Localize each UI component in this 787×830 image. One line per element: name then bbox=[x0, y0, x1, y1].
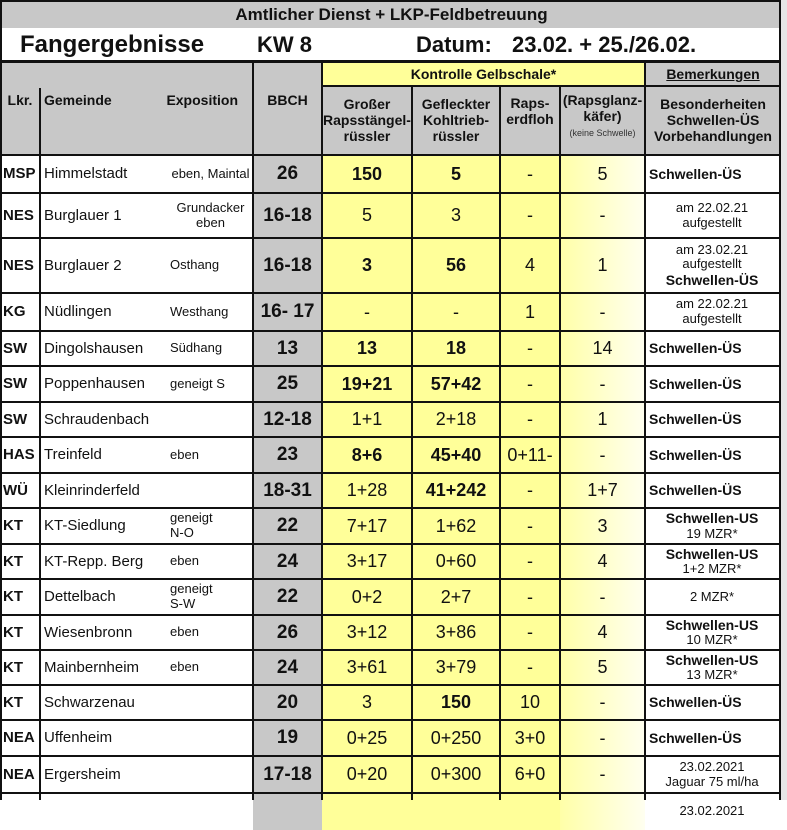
cell-bem bbox=[645, 544, 779, 579]
col-header-bem-sub bbox=[645, 86, 781, 154]
cell-g4: - bbox=[560, 720, 645, 756]
col-header-bbch: BBCH bbox=[267, 91, 308, 108]
row-divider bbox=[0, 292, 781, 294]
cell-g2: 0+300 bbox=[412, 756, 500, 793]
cell-g2: 18 bbox=[412, 331, 500, 366]
cell-exp bbox=[168, 238, 253, 293]
cell-gemeinde: Treinfeld bbox=[44, 446, 102, 464]
cell-gemeinde: Dettelbach bbox=[44, 588, 116, 606]
row-divider bbox=[0, 330, 781, 332]
cell-bbch: 26 bbox=[253, 155, 322, 193]
header-divider bbox=[645, 85, 781, 87]
cell-exp bbox=[168, 402, 253, 437]
cell-exp bbox=[168, 293, 253, 331]
cell-bem bbox=[645, 508, 779, 544]
cell-g4: 1 bbox=[560, 238, 645, 293]
cell-g2: 3+79 bbox=[412, 650, 500, 685]
remark-line: am 23.02.21 bbox=[675, 241, 749, 257]
cell-bbch: 16- 17 bbox=[253, 293, 322, 331]
cell-bbch: 22 bbox=[253, 579, 322, 615]
remark-line: Jaguar 75 ml/ha bbox=[665, 773, 759, 789]
remark-line: Schwellen-ÜS bbox=[665, 272, 759, 289]
header-line: Rapsstängel- bbox=[323, 111, 411, 128]
cell-g3: 10 bbox=[500, 685, 560, 720]
cell-gemeinde bbox=[40, 793, 168, 830]
exposition-line: N-O bbox=[170, 525, 194, 540]
column-divider bbox=[499, 86, 501, 800]
cell-bbch: 23 bbox=[253, 437, 322, 473]
cell-g1: 1+28 bbox=[322, 473, 412, 508]
header-line: Vorbehandlungen bbox=[654, 128, 772, 145]
row-divider bbox=[0, 192, 781, 194]
exposition-line: Osthang bbox=[170, 257, 220, 273]
remark-line: Schwellen-ÜS bbox=[649, 694, 742, 711]
cell-bem bbox=[645, 366, 779, 402]
cell-gemeinde: KT-Siedlung bbox=[44, 517, 126, 535]
remark-line: 1+2 MZR* bbox=[682, 561, 742, 577]
cell-bbch: 16-18 bbox=[253, 193, 322, 238]
cell-g3: 3+0 bbox=[500, 720, 560, 756]
title-text: Amtlicher Dienst + LKP-Feldbetreuung bbox=[235, 5, 548, 24]
cell-g3: - bbox=[500, 155, 560, 193]
row-divider bbox=[0, 365, 781, 367]
cell-lkr: KG bbox=[3, 303, 26, 321]
cell-g3: - bbox=[500, 473, 560, 508]
column-divider bbox=[644, 62, 646, 800]
cell-g2: 2+18 bbox=[412, 402, 500, 437]
remark-line: Schwellen-US bbox=[665, 510, 759, 527]
cell-bbch: 19 bbox=[253, 720, 322, 756]
remark-line: 23.02.2021 bbox=[679, 758, 745, 774]
cell-g1: 0+2 bbox=[322, 579, 412, 615]
cell-g3 bbox=[500, 793, 560, 830]
cell-g1: 3+17 bbox=[322, 544, 412, 579]
remark-line: Schwellen-ÜS bbox=[649, 340, 742, 357]
row-divider bbox=[0, 436, 781, 438]
cell-lkr bbox=[0, 793, 40, 830]
row-divider bbox=[0, 472, 781, 474]
col-header-gefleckter bbox=[412, 86, 500, 154]
cell-bem bbox=[645, 238, 779, 293]
header-line: Großer bbox=[343, 95, 391, 112]
exposition-line: eben, Maintal bbox=[171, 165, 250, 181]
cell-bem bbox=[645, 720, 779, 756]
header-line: Raps- bbox=[510, 94, 550, 111]
cell-gemeinde: Burglauer 1 bbox=[44, 206, 122, 224]
column-divider bbox=[252, 62, 254, 800]
cell-exp bbox=[168, 437, 253, 473]
cell-g3: - bbox=[500, 579, 560, 615]
header-divider bbox=[322, 85, 645, 87]
cell-bem bbox=[645, 402, 779, 437]
cell-bem bbox=[645, 437, 779, 473]
cell-bem bbox=[645, 650, 779, 685]
cell-g1 bbox=[322, 793, 412, 830]
cell-gemeinde: Dingolshausen bbox=[44, 339, 144, 357]
column-divider bbox=[0, 62, 2, 800]
cell-g4: 4 bbox=[560, 544, 645, 579]
row-divider bbox=[0, 237, 781, 239]
cell-exp bbox=[168, 155, 253, 193]
cell-g4: - bbox=[560, 756, 645, 793]
cell-exp bbox=[168, 544, 253, 579]
row-divider bbox=[0, 401, 781, 403]
cell-g3: - bbox=[500, 366, 560, 402]
cell-gemeinde: Uffenheim bbox=[44, 729, 113, 747]
cell-g2: 5 bbox=[412, 155, 500, 193]
col-header-rapsglanzkaefer bbox=[560, 86, 645, 154]
cell-lkr: NEA bbox=[3, 765, 35, 783]
cell-bem bbox=[645, 793, 779, 830]
remark-line: 13 MZR* bbox=[686, 667, 738, 683]
exposition-line: Westhang bbox=[170, 303, 229, 319]
remark-line: aufgestellt bbox=[682, 214, 742, 230]
cell-lkr: WÜ bbox=[3, 481, 28, 499]
cell-lkr: HAS bbox=[3, 446, 35, 464]
cell-g3: 6+0 bbox=[500, 756, 560, 793]
remark-line: 23.02.2021 bbox=[679, 803, 745, 819]
col-header-lkr: Lkr. bbox=[7, 91, 33, 108]
cell-g1: 3+61 bbox=[322, 650, 412, 685]
cell-exp bbox=[168, 473, 253, 508]
remark-line: Schwellen-ÜS bbox=[649, 446, 742, 463]
cell-g3: 0+11- bbox=[500, 437, 560, 473]
cell-g4: 4 bbox=[560, 615, 645, 650]
row-divider bbox=[0, 755, 781, 757]
header-line: Kohltrieb- bbox=[422, 111, 490, 128]
exposition-line: geneigt bbox=[170, 510, 213, 526]
cell-gemeinde: KT-Repp. Berg bbox=[44, 552, 144, 570]
remark-line: Schwellen-ÜS bbox=[649, 375, 742, 392]
remark-line: Schwellen-US bbox=[665, 616, 759, 633]
cell-g2: 3 bbox=[412, 193, 500, 238]
col-header-rapserdfloh bbox=[500, 86, 560, 136]
cell-g2: 0+60 bbox=[412, 544, 500, 579]
exposition-line: eben bbox=[170, 446, 199, 462]
cell-g1: 7+17 bbox=[322, 508, 412, 544]
cell-g2: 41+242 bbox=[412, 473, 500, 508]
remark-line: am 22.02.21 bbox=[675, 199, 749, 215]
exposition-line: eben bbox=[196, 214, 225, 230]
row-divider bbox=[0, 792, 781, 794]
exposition-line: Grundacker bbox=[176, 199, 245, 215]
row-divider bbox=[0, 154, 781, 156]
cell-bbch: 24 bbox=[253, 650, 322, 685]
cell-g1: 5 bbox=[322, 193, 412, 238]
cell-gemeinde: Wiesenbronn bbox=[44, 623, 133, 641]
cell-g1: 3 bbox=[322, 685, 412, 720]
cell-g1: 8+6 bbox=[322, 437, 412, 473]
remark-line: am 22.02.21 bbox=[675, 296, 749, 312]
cell-lkr: SW bbox=[3, 410, 28, 428]
column-divider bbox=[321, 62, 323, 800]
cell-g2: 1+62 bbox=[412, 508, 500, 544]
col-header-exposition: Exposition bbox=[166, 91, 238, 108]
cell-bbch: 26 bbox=[253, 615, 322, 650]
row-divider bbox=[0, 684, 781, 686]
cell-g4: - bbox=[560, 193, 645, 238]
column-divider bbox=[559, 86, 561, 800]
header-line: käfer) bbox=[583, 108, 622, 125]
cell-g2: 150 bbox=[412, 685, 500, 720]
cell-gemeinde: Schraudenbach bbox=[44, 410, 150, 428]
remark-line: Schwellen-ÜS bbox=[649, 482, 742, 499]
cell-bbch: 16-18 bbox=[253, 238, 322, 293]
cell-g1: 13 bbox=[322, 331, 412, 366]
exposition-line: eben bbox=[170, 624, 199, 640]
cell-g3: 1 bbox=[500, 293, 560, 331]
cell-bem bbox=[645, 685, 779, 720]
cell-g1: 0+20 bbox=[322, 756, 412, 793]
page-edge bbox=[781, 0, 787, 800]
cell-exp bbox=[168, 508, 253, 544]
header-line: rüssler bbox=[343, 128, 391, 145]
col-header-bemerkungen: Bemerkungen bbox=[666, 65, 760, 82]
exposition-line: eben bbox=[170, 553, 199, 569]
remark-line: Schwellen-ÜS bbox=[649, 411, 742, 428]
remark-line: aufgestellt bbox=[682, 311, 742, 326]
heading: Fangergebnisse bbox=[20, 31, 205, 58]
cell-g4: 14 bbox=[560, 331, 645, 366]
header-line: Besonderheiten bbox=[660, 95, 766, 112]
cell-lkr: KT bbox=[3, 658, 23, 676]
cell-g3: - bbox=[500, 508, 560, 544]
cell-bbch: 25 bbox=[253, 366, 322, 402]
cell-g1: 19+21 bbox=[322, 366, 412, 402]
cell-exp bbox=[168, 650, 253, 685]
cell-g1: 3 bbox=[322, 238, 412, 293]
cell-lkr: SW bbox=[3, 339, 28, 357]
sheet-title bbox=[0, 0, 783, 30]
cell-exp bbox=[168, 331, 253, 366]
remark-line: aufgestellt bbox=[682, 256, 742, 272]
row-divider bbox=[0, 507, 781, 509]
row-divider bbox=[0, 543, 781, 545]
cell-lkr: KT bbox=[3, 623, 23, 641]
cell-g2: 0+250 bbox=[412, 720, 500, 756]
cell-g1: 1+1 bbox=[322, 402, 412, 437]
group-header-kontrolle: Kontrolle Gelbschale* bbox=[410, 65, 557, 82]
header-line: rüssler bbox=[432, 128, 480, 145]
cell-g3: - bbox=[500, 402, 560, 437]
col-header-gemeinde: Gemeinde bbox=[44, 91, 112, 108]
cell-gemeinde: Burglauer 2 bbox=[44, 256, 122, 274]
cell-lkr: KT bbox=[3, 552, 23, 570]
remark-line: Schwellen-ÜS bbox=[649, 729, 742, 746]
cell-g1: - bbox=[322, 293, 412, 331]
header-divider bbox=[0, 61, 781, 63]
cell-g2: 45+40 bbox=[412, 437, 500, 473]
cell-lkr: NES bbox=[3, 206, 34, 224]
cell-g4: - bbox=[560, 293, 645, 331]
cell-g2: 2+7 bbox=[412, 579, 500, 615]
cell-g4: 1 bbox=[560, 402, 645, 437]
cell-lkr: SW bbox=[3, 375, 28, 393]
cell-bbch: 24 bbox=[253, 544, 322, 579]
row-divider bbox=[0, 578, 781, 580]
cell-exp bbox=[168, 720, 253, 756]
cell-bbch: 13 bbox=[253, 331, 322, 366]
subtitle-bar bbox=[0, 28, 783, 62]
cell-g3: 4 bbox=[500, 238, 560, 293]
row-divider bbox=[0, 649, 781, 651]
exposition-line: geneigt S bbox=[170, 375, 225, 391]
cell-bem bbox=[645, 473, 779, 508]
date-value: 23.02. + 25./26.02. bbox=[512, 32, 697, 57]
cell-g4: 5 bbox=[560, 650, 645, 685]
cell-exp bbox=[168, 193, 253, 238]
exposition-line: geneigt bbox=[170, 581, 213, 597]
cell-bem bbox=[645, 193, 779, 238]
cell-gemeinde: Schwarzenau bbox=[44, 693, 135, 711]
cell-g3: - bbox=[500, 650, 560, 685]
cell-g1: 3+12 bbox=[322, 615, 412, 650]
exposition-line: eben bbox=[170, 659, 199, 675]
cell-exp bbox=[168, 685, 253, 720]
cell-lkr: KT bbox=[3, 693, 23, 711]
cell-exp bbox=[168, 579, 253, 615]
cell-g2: 57+42 bbox=[412, 366, 500, 402]
cell-gemeinde: Ergersheim bbox=[44, 765, 121, 783]
cell-bbch bbox=[253, 793, 322, 830]
cell-g4: - bbox=[560, 366, 645, 402]
cell-bbch: 22 bbox=[253, 508, 322, 544]
rapsglanz-note: (keine Schwelle) bbox=[569, 128, 636, 139]
cell-g4 bbox=[560, 793, 645, 830]
column-divider bbox=[411, 86, 413, 800]
week-label: KW 8 bbox=[257, 32, 312, 57]
cell-g3: - bbox=[500, 331, 560, 366]
row-divider bbox=[0, 719, 781, 721]
cell-g3: - bbox=[500, 544, 560, 579]
cell-gemeinde: Poppenhausen bbox=[44, 375, 145, 393]
remark-line: 2 MZR* bbox=[689, 588, 735, 604]
cell-lkr: NES bbox=[3, 256, 34, 274]
cell-bem bbox=[645, 756, 779, 793]
remark-line: Schwellen-ÜS bbox=[649, 165, 742, 182]
col-header-grosser bbox=[322, 86, 412, 154]
cell-g2: - bbox=[412, 293, 500, 331]
cell-exp bbox=[168, 615, 253, 650]
cell-g4: - bbox=[560, 685, 645, 720]
header-line: (Rapsglanz- bbox=[562, 92, 643, 108]
cell-exp bbox=[168, 793, 253, 830]
cell-bem bbox=[645, 615, 779, 650]
cell-bem bbox=[645, 331, 779, 366]
cell-g4: - bbox=[560, 579, 645, 615]
cell-gemeinde: Himmelstadt bbox=[44, 165, 128, 183]
cell-bbch: 12-18 bbox=[253, 402, 322, 437]
cell-g4: 3 bbox=[560, 508, 645, 544]
remark-line: 10 MZR* bbox=[686, 632, 738, 648]
cell-lkr: NEA bbox=[3, 729, 35, 747]
cell-g3: - bbox=[500, 615, 560, 650]
cell-lkr: KT bbox=[3, 517, 23, 535]
date-label: Datum: bbox=[416, 32, 492, 57]
cell-exp bbox=[168, 366, 253, 402]
cell-gemeinde: Nüdlingen bbox=[44, 303, 112, 321]
exposition-line: S-W bbox=[170, 596, 196, 611]
row-divider bbox=[0, 614, 781, 616]
cell-gemeinde: Mainbernheim bbox=[44, 658, 140, 676]
remark-line: 19 MZR* bbox=[686, 525, 738, 541]
cell-g3: - bbox=[500, 193, 560, 238]
header-line: erdfloh bbox=[506, 111, 554, 127]
cell-exp bbox=[168, 756, 253, 793]
cell-bbch: 20 bbox=[253, 685, 322, 720]
cell-bem bbox=[645, 155, 779, 193]
header-line: Schwellen-ÜS bbox=[666, 111, 760, 128]
cell-g1: 0+25 bbox=[322, 720, 412, 756]
cell-gemeinde: Kleinrinderfeld bbox=[44, 481, 140, 499]
cell-g2: 56 bbox=[412, 238, 500, 293]
cell-bem bbox=[645, 293, 779, 331]
cell-bem bbox=[645, 579, 779, 615]
cell-lkr: MSP bbox=[3, 165, 36, 183]
header-line: Gefleckter bbox=[421, 95, 491, 112]
cell-g4: 1+7 bbox=[560, 473, 645, 508]
remark-line: Schwellen-US bbox=[665, 545, 759, 562]
cell-g4: 5 bbox=[560, 155, 645, 193]
cell-bbch: 17-18 bbox=[253, 756, 322, 793]
cell-bbch: 18-31 bbox=[253, 473, 322, 508]
cell-g2: 3+86 bbox=[412, 615, 500, 650]
remark-line: Schwellen-US bbox=[665, 651, 759, 668]
cell-g1: 150 bbox=[322, 155, 412, 193]
exposition-line: Südhang bbox=[170, 340, 223, 356]
cell-g4: - bbox=[560, 437, 645, 473]
cell-lkr: KT bbox=[3, 588, 23, 606]
cell-g2 bbox=[412, 793, 500, 830]
column-divider bbox=[39, 88, 41, 800]
